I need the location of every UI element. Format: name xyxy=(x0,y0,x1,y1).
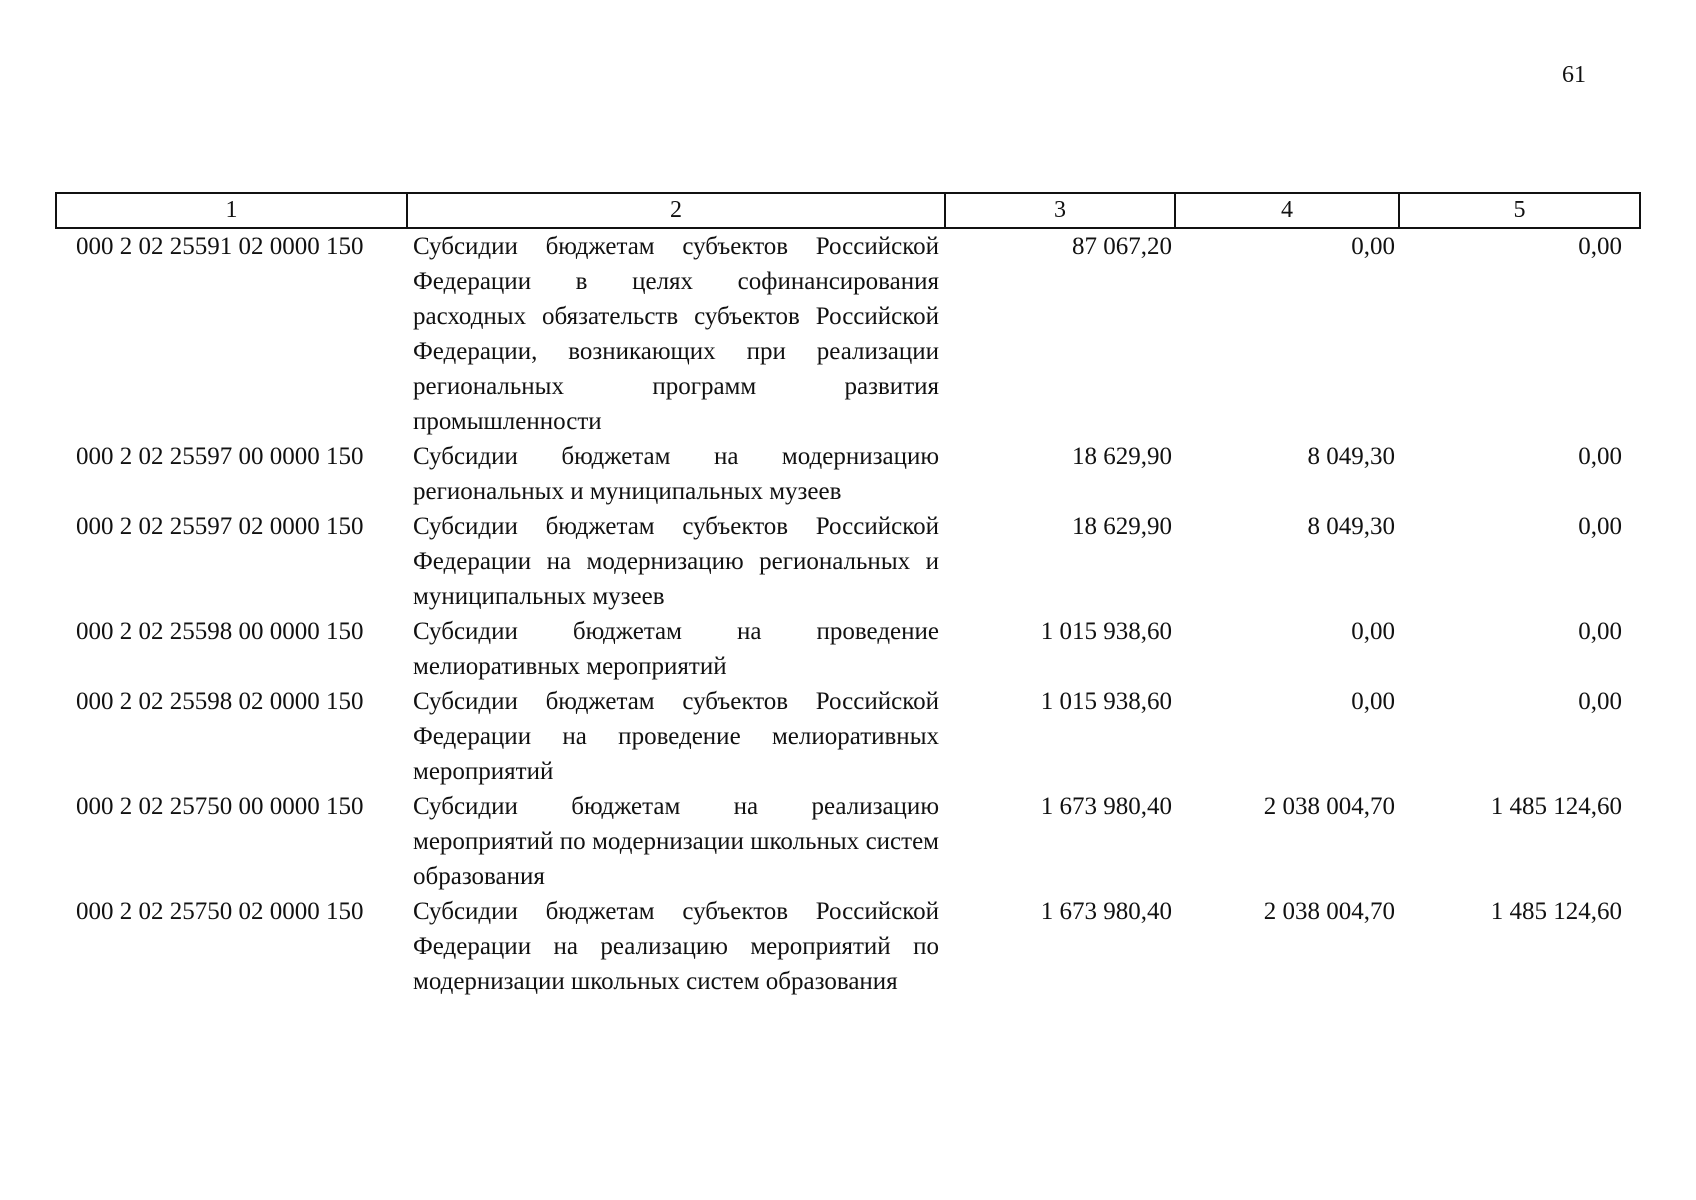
row-code: 000 2 02 25750 02 0000 150 xyxy=(76,898,364,925)
row-col3: 1 015 938,60 xyxy=(1040,618,1172,645)
row-col4: 8 049,30 xyxy=(1307,443,1395,470)
row-code: 000 2 02 25598 02 0000 150 xyxy=(76,688,364,715)
row-col4: 0,00 xyxy=(1351,688,1395,715)
table-body xyxy=(56,228,1640,999)
row-col4: 2 038 004,70 xyxy=(1263,793,1395,820)
table-row xyxy=(56,614,1640,684)
row-col3: 18 629,90 xyxy=(1072,443,1172,470)
budget-table xyxy=(55,192,1641,999)
row-description: Субсидии бюджетам субъектов Российской Федерации на модернизацию региональных и муниципальных музеев xyxy=(413,513,939,610)
table-row xyxy=(56,789,1640,894)
row-code: 000 2 02 25597 00 0000 150 xyxy=(76,443,364,470)
header-col-3: 3 xyxy=(945,193,1175,228)
table-row xyxy=(56,228,1640,439)
row-code: 000 2 02 25591 02 0000 150 xyxy=(76,233,364,260)
table-row xyxy=(56,509,1640,614)
header-row xyxy=(56,193,1640,228)
row-description: Субсидии бюджетам на модернизацию региональных и муниципальных музеев xyxy=(413,443,939,505)
row-col3: 1 673 980,40 xyxy=(1040,793,1172,820)
row-col3: 1 015 938,60 xyxy=(1040,688,1172,715)
row-code: 000 2 02 25597 02 0000 150 xyxy=(76,513,364,540)
row-col4: 2 038 004,70 xyxy=(1263,898,1395,925)
row-col3: 1 673 980,40 xyxy=(1040,898,1172,925)
row-col5: 0,00 xyxy=(1578,443,1622,470)
table-row xyxy=(56,894,1640,999)
row-description: Субсидии бюджетам субъектов Российской Федерации в целях софинансирования расходных обязательств субъектов Российской Федерации, возникающих при реализации региональных программ развития промышленности xyxy=(413,233,939,435)
row-description: Субсидии бюджетам на проведение мелиоративных мероприятий xyxy=(413,618,939,680)
row-col5: 1 485 124,60 xyxy=(1490,898,1622,925)
page-number: 61 xyxy=(1562,62,1586,88)
row-col5: 1 485 124,60 xyxy=(1490,793,1622,820)
row-code: 000 2 02 25750 00 0000 150 xyxy=(76,793,364,820)
row-col5: 0,00 xyxy=(1578,688,1622,715)
header-col-4: 4 xyxy=(1175,193,1399,228)
table-row xyxy=(56,439,1640,509)
header-col-2: 2 xyxy=(407,193,945,228)
header-col-1: 1 xyxy=(56,193,407,228)
row-description: Субсидии бюджетам субъектов Российской Федерации на реализацию мероприятий по модернизации школьных систем образования xyxy=(413,898,939,995)
row-col5: 0,00 xyxy=(1578,233,1622,260)
row-col5: 0,00 xyxy=(1578,618,1622,645)
row-col4: 0,00 xyxy=(1351,233,1395,260)
table-row xyxy=(56,684,1640,789)
table-header xyxy=(56,193,1640,228)
header-col-5: 5 xyxy=(1399,193,1640,228)
row-description: Субсидии бюджетам субъектов Российской Федерации на проведение мелиоративных мероприятий xyxy=(413,688,939,785)
row-col4: 0,00 xyxy=(1351,618,1395,645)
row-description: Субсидии бюджетам на реализацию мероприятий по модернизации школьных систем образования xyxy=(413,793,939,890)
row-code: 000 2 02 25598 00 0000 150 xyxy=(76,618,364,645)
row-col3: 87 067,20 xyxy=(1072,233,1172,260)
row-col3: 18 629,90 xyxy=(1072,513,1172,540)
row-col5: 0,00 xyxy=(1578,513,1622,540)
row-col4: 8 049,30 xyxy=(1307,513,1395,540)
